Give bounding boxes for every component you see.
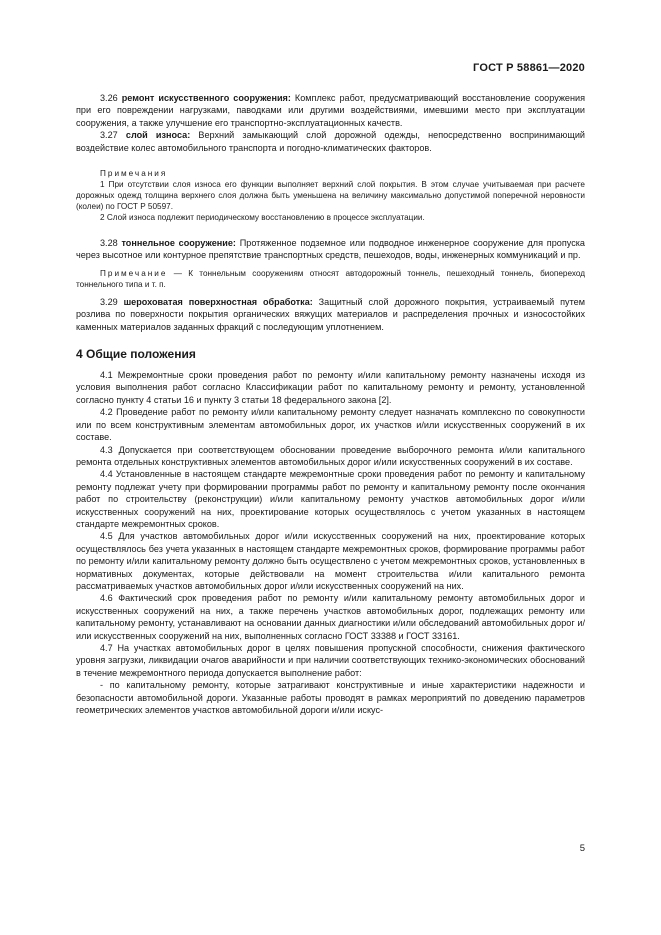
definition-3-29: 3.29 шероховатая поверхностная обработка: Защитный слой дорожного покрытия, устраиваемый путем розлива по поверхности покрытия органических вяжущих материалов и распределения прочных и износостойких каменных материалов заданных фракций с последующим уплотнением. bbox=[76, 296, 585, 332]
paragraph-4-4: 4.4 Установленные в настоящем стандарте межремонтные сроки проведения работ по ремонту и капитальному ремонту подлежат учету при формировании программы работ по ремонту и капитальному ремонту после окончания работ по строительству (реконструкции) и/или капитальному ремонту участков автомобильных дорог и/или искусственных сооружений на них, проектирование которых осуществлялось с учетом указанных в настоящем стандарте межремонтных сроков. bbox=[76, 469, 585, 529]
paragraph-4-7: 4.7 На участках автомобильных дорог в целях повышения пропускной способности, снижения фактического уровня загрузки, ликвидации очагов аварийности и при наличии соответствующих технико-экономических обоснований в течение межремонтного периода допускается выполнение работ: bbox=[76, 643, 585, 678]
term: шероховатая поверхностная обработка: bbox=[123, 296, 313, 307]
definition-3-27: 3.27 слой износа: Верхний замыкающий слой дорожной одежды, непосредственно воспринимающий воздействие колес автомобильного транспорта и погодно-климатических факторов. bbox=[76, 130, 586, 153]
doc-code-header: ГОСТ Р 58861—2020 bbox=[473, 62, 585, 74]
page-content bbox=[76, 92, 585, 716]
paragraph-4-2: 4.2 Проведение работ по ремонту и/или капитальному ремонту следует назначать комплексно по совокупности или по всем конструктивным элементам автомобильных дорог, их участков и/или искусственных сооружений в их составе. bbox=[76, 407, 585, 443]
section-heading: 4 Общие положения bbox=[76, 347, 196, 362]
paragraph-4-1: 4.1 Межремонтные сроки проведения работ по ремонту и/или капитальному ремонту назначены исходя из условия выполнения работ согласно Классификации работ по капитальному ремонту и ремонту, установленной согласно пункту 4 статьи 16 и пункту 3 статьи 18 федерального закона [2]. bbox=[76, 370, 585, 405]
term: слой износа: bbox=[125, 130, 191, 141]
definition-3-26: 3.26 ремонт искусственного сооружения: Комплекс работ, предусматривающий восстановление сооружения при его повреждении нагрузками, паводками или другими воздействиями, имевшими место при эксплуатации сооружения, а также улучшение его транспортно-эксплуатационных качеств. bbox=[76, 93, 586, 128]
note-item: 1 При отсутствии слоя износа его функции выполняет верхний слой покрытия. В этом случае учитываемая при расчете дорожных одежд толщина верхнего слоя должна быть уменьшена на величину максимально допустимой поперечной неровности (колеи) по ГОСТ Р 50597. bbox=[76, 180, 585, 212]
note-3-28: Примечание — К тоннельным сооружениям относят автодорожный тоннель, пешеходный тоннель, биопереход тоннельного типа и т. п. bbox=[76, 268, 585, 289]
term: тоннельное сооружение: bbox=[121, 238, 236, 249]
paragraph-4-3: 4.3 Допускается при соответствующем обосновании проведение выборочного ремонта и/или капитального ремонта отдельных конструктивных элементов автомобильных дорог и/или искусственных сооружений в их составе. bbox=[76, 444, 585, 467]
page-number: 5 bbox=[579, 843, 585, 854]
note-item: 2 Слой износа подлежит периодическому восстановлению в процессе эксплуатации. bbox=[100, 213, 425, 223]
list-item: - по капитальному ремонту, которые затрагивают конструктивные и иные характеристики надежности и безопасности автомобильной дороги. Указанные работы проводят в рамках мероприятий по доведению параметров геометрических элементов участков автомобильной дороги и/или искус- bbox=[76, 680, 585, 716]
paragraph-4-5: 4.5 Для участков автомобильных дорог и/или искусственных сооружений на них, проектирование которых осуществлялось без учета указанных в настоящем стандарте межремонтных сроков, формирование программы работ по ремонту и/или капитальному ремонту должно быть осуществлено с учетом межремонтных сроков, установленных в нормативных документах, которые действовали на момент строительства и/или капитального ремонта рассматриваемых участков автомобильных дорог и/или искусственных сооружений на них. bbox=[76, 531, 585, 591]
definition-3-28: 3.28 тоннельное сооружение: Протяженное подземное или подводное инженерное сооружение для пропуска через высотное или контурное препятствие транспортных средств, пешеходов, воды, инженерных коммуникаций и пр. bbox=[76, 238, 585, 261]
term: ремонт искусственного сооружения: bbox=[121, 93, 291, 103]
paragraph-4-6: 4.6 Фактический срок проведения работ по ремонту и/или капитальному ремонту автомобильных дорог и искусственных сооружений на них, а также перечень участков автомобильных дорог, подлежащих ремонту или капитальному ремонту, устанавливают на основании данных диагностики и/или обследований автомобильных дорог и/или искусственных сооружений на них, выполненных согласно ГОСТ 33388 и ГОСТ 33161. bbox=[76, 593, 585, 641]
notes-title: Примечания bbox=[100, 169, 168, 179]
